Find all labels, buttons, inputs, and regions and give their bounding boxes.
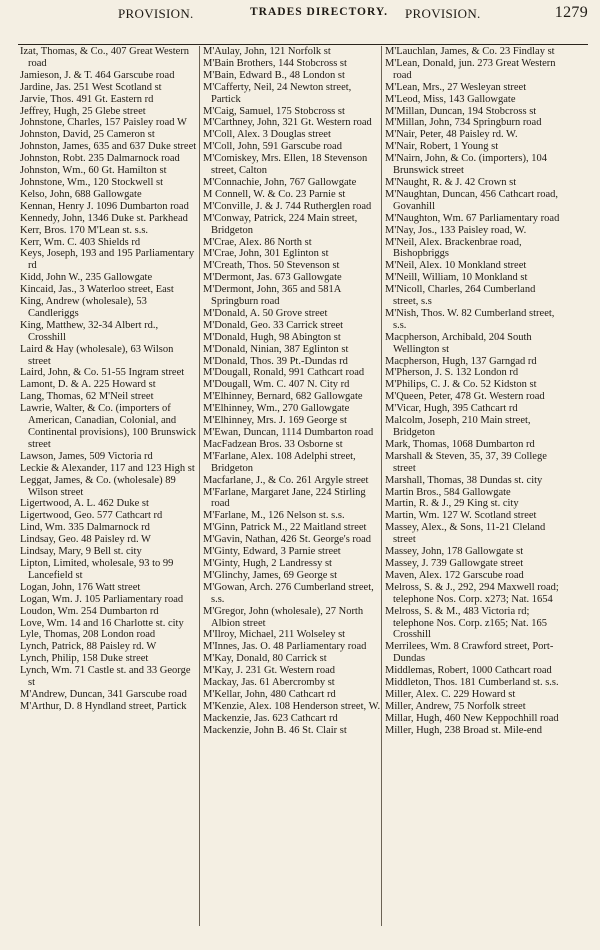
directory-entry: Love, Wm. 14 and 16 Charlotte st. city	[20, 617, 184, 629]
column-3	[385, 46, 563, 737]
directory-entry: Lyle, Thomas, 208 London road	[20, 629, 156, 641]
directory-entry: M'Ginty, Hugh, 2 Landressy st	[203, 557, 332, 569]
directory-entry: Jarvie, Thos. 491 Gt. Eastern rd	[20, 93, 154, 105]
column-1	[20, 46, 198, 713]
directory-entry: M'Dougall, Wm. C. 407 N. City rd	[203, 379, 350, 391]
directory-entry: M'Lean, Donald, jun. 273 Great Western road	[385, 57, 556, 81]
directory-entry: Mackay, Jas. 61 Abercromby st	[203, 677, 335, 689]
directory-entry: MacFadzean Bros. 33 Osborne st	[203, 438, 343, 450]
directory-entry: Lamont, D. & A. 225 Howard st	[20, 379, 156, 391]
page-number: 1279	[554, 4, 588, 21]
directory-entry: Jeffrey, Hugh, 25 Glebe street	[20, 105, 146, 117]
directory-entry: M'Neil, Alex. Brackenbrae road, Bishopbriggs	[385, 236, 522, 260]
directory-entry: Melross, S. & M., 483 Victoria rd; telephone Nos. Corp. z165; Nat. 165 Crosshill	[385, 605, 547, 641]
directory-entry: Massey, Alex., & Sons, 11-21 Cleland street	[385, 522, 546, 546]
directory-entry: M'Farlane, M., 126 Nelson st. s.s.	[203, 510, 345, 522]
directory-entry: M'Comiskey, Mrs. Ellen, 18 Stevenson street, Calton	[203, 153, 368, 177]
directory-entry: M'Cafferty, Neil, 24 Newton street, Partick	[203, 81, 352, 105]
directory-entry: Merrilees, Wm. 8 Crawford street, Port-Dundas	[385, 641, 554, 665]
directory-entry: Leggat, James, & Co. (wholesale) 89 Wilson street	[20, 474, 176, 498]
directory-entry: Marshall, Thomas, 38 Dundas st. city	[385, 474, 543, 486]
directory-entry: Kidd, John W., 235 Gallowgate	[20, 272, 153, 284]
directory-entry: M'Bain, Edward B., 48 London st	[203, 69, 345, 81]
directory-entry: Middlemas, Robert, 1000 Cathcart road	[385, 665, 552, 677]
directory-entry: M'Naught, R. & J. 42 Crown st	[385, 176, 517, 188]
directory-entry: Macpherson, Archibald, 204 South Wellington st	[385, 331, 532, 355]
directory-entry: M'Donald, A. 50 Grove street	[203, 307, 328, 319]
directory-entry: Massey, J. 739 Gallowgate street	[385, 557, 524, 569]
directory-entry: M'Naughtan, Duncan, 456 Cathcart road, Govanhill	[385, 188, 559, 212]
directory-entry: Kennan, Henry J. 1096 Dumbarton road	[20, 200, 189, 212]
directory-entry: M'Naughton, Wm. 67 Parliamentary road	[385, 212, 560, 224]
directory-entry: M'Nairn, John, & Co. (importers), 104 Brunswick street	[385, 153, 548, 177]
directory-entry: Lind, Wm. 335 Dalmarnock rd	[20, 522, 150, 534]
directory-entry: M'Nair, Robert, 1 Young st	[385, 141, 499, 153]
directory-entry: M'Kay, Donald, 80 Carrick st	[203, 653, 327, 665]
directory-entry: M'Millan, Duncan, 194 Stobcross st	[385, 105, 537, 117]
directory-entry: Middleton, Thos. 181 Cumberland st. s.s.	[385, 677, 559, 689]
directory-entry: Kelso, John, 688 Gallowgate	[20, 188, 142, 200]
directory-entry: M'Crae, Alex. 86 North st	[203, 236, 312, 248]
directory-entry: M'Donald, Thos. 39 Pt.-Dundas rd	[203, 355, 348, 367]
directory-entry: Maven, Alex. 172 Garscube road	[385, 569, 524, 581]
directory-entry: M'Donald, Geo. 33 Carrick street	[203, 319, 344, 331]
directory-entry: Kerr, Bros. 170 M'Lean st. s.s.	[20, 224, 149, 236]
directory-entry: Lynch, Philip, 158 Duke street	[20, 653, 149, 665]
directory-entry: Kerr, Wm. C. 403 Shields rd	[20, 236, 141, 248]
directory-entry: Johnstone, Charles, 157 Paisley road W	[20, 117, 187, 129]
directory-entry: Martin Bros., 584 Gallowgate	[385, 486, 511, 498]
directory-entry: Ligertwood, Geo. 577 Cathcart rd	[20, 510, 163, 522]
column-divider	[381, 46, 382, 926]
directory-entry: Loudon, Wm. 254 Dumbarton rd	[20, 605, 159, 617]
directory-entry: M'Kay, J. 231 Gt. Western road	[203, 665, 335, 677]
directory-entry: M'Connachie, John, 767 Gallowgate	[203, 176, 357, 188]
directory-entry: Massey, John, 178 Gallowgate st	[385, 546, 524, 558]
directory-entry: M'Arthur, D. 8 Hyndland street, Partick	[20, 700, 187, 712]
directory-entry: M'Gavin, Nathan, 426 St. George's road	[203, 534, 372, 546]
directory-entry: Lynch, Patrick, 88 Paisley rd. W	[20, 641, 157, 653]
directory-entry: Mackenzie, John B. 46 St. Clair st	[203, 724, 347, 736]
directory-entry: M'Coll, John, 591 Garscube road	[203, 141, 342, 153]
directory-entry: Martin, Wm. 127 W. Scotland street	[385, 510, 537, 522]
directory-entry: Jamieson, J. & T. 464 Garscube road	[20, 69, 175, 81]
directory-entry: Lang, Thomas, 62 M'Neil street	[20, 391, 154, 403]
directory-entry: Lynch, Wm. 71 Castle st. and 33 George st	[20, 665, 191, 689]
directory-entry: M'Bain Brothers, 144 Stobcross st	[203, 57, 347, 69]
directory-entry: M'Pherson, J. S. 132 London rd	[385, 367, 519, 379]
directory-entry: M'Carthney, John, 321 Gt. Western road	[203, 117, 372, 129]
directory-entry: M'Nicoll, Charles, 264 Cumberland street, s.s	[385, 284, 536, 308]
directory-entry: Laird, John, & Co. 51-55 Ingram street	[20, 367, 185, 379]
directory-entry: M'Elhinney, Mrs. J. 169 George st	[203, 415, 347, 427]
directory-entry: Mark, Thomas, 1068 Dumbarton rd	[385, 438, 535, 450]
directory-entry: M'Lauchlan, James, & Co. 23 Findlay st	[385, 46, 555, 57]
directory-entry: Lipton, Limited, wholesale, 93 to 99 Lancefield st	[20, 557, 174, 581]
directory-entry: Mackenzie, Jas. 623 Cathcart rd	[203, 712, 338, 724]
directory-entry: Logan, Wm. J. 105 Parliamentary road	[20, 593, 184, 605]
directory-entry: M'Lean, Mrs., 27 Wesleyan street	[385, 81, 527, 93]
directory-entry: M'Crae, John, 301 Eglinton st	[203, 248, 329, 260]
directory-entry: M'Millan, John, 734 Springburn road	[385, 117, 542, 129]
directory-entry: Martin, R. & J., 29 King st. city	[385, 498, 519, 510]
directory-entry: M'Coll, Alex. 3 Douglas street	[203, 129, 331, 141]
directory-entry: Johnstone, Wm., 120 Stockwell st	[20, 176, 164, 188]
directory-entry: M'Ginn, Patrick M., 22 Maitland street	[203, 522, 367, 534]
directory-entry: M Connell, W. & Co. 23 Parnie st	[203, 188, 346, 200]
directory-entry: M'Creath, Thos. 50 Stevenson st	[203, 260, 340, 272]
directory-entry: King, Andrew (wholesale), 53 Candleriggs	[20, 296, 147, 319]
directory-entry: M'Neill, William, 10 Monkland st	[385, 272, 528, 284]
directory-entry: Miller, Andrew, 75 Norfolk street	[385, 700, 526, 712]
directory-entry: M'Aulay, John, 121 Norfolk st	[203, 46, 331, 57]
directory-entry: M'Gregor, John (wholesale), 27 North Albion street	[203, 605, 364, 629]
directory-entry: Laird & Hay (wholesale), 63 Wilson street	[20, 343, 174, 367]
directory-entry: M'Elhinney, Bernard, 682 Gallowgate	[203, 391, 363, 403]
column-2	[203, 46, 381, 737]
directory-entry: Leckie & Alexander, 117 and 123 High st	[20, 462, 195, 474]
directory-entry: Macpherson, Hugh, 137 Garngad rd	[385, 355, 537, 367]
directory-entry: King, Matthew, 32-34 Albert rd., Crosshill	[20, 319, 159, 343]
directory-entry: M'Dermont, Jas. 673 Gallowgate	[203, 272, 342, 284]
directory-entry: M'Farlane, Alex. 108 Adelphi street, Bridgeton	[203, 450, 356, 474]
directory-entry: M'Caig, Samuel, 175 Stobcross st	[203, 105, 345, 117]
directory-entry: Lawson, James, 509 Victoria rd	[20, 450, 153, 462]
header-left: PROVISION.	[118, 6, 194, 21]
directory-entry: Miller, Hugh, 238 Broad st. Mile-end	[385, 724, 543, 736]
directory-entry: M'Nish, Thos. W. 82 Cumberland street, s.s.	[385, 307, 555, 331]
directory-entry: Macfarlane, J., & Co. 261 Argyle street	[203, 474, 369, 486]
directory-entry: M'Glinchy, James, 69 George st	[203, 569, 337, 581]
directory-entry: Lindsay, Mary, 9 Bell st. city	[20, 546, 142, 558]
directory-entry: M'Donald, Ninian, 387 Eglinton st	[203, 343, 349, 355]
directory-entry: M'Kellar, John, 480 Cathcart rd	[203, 688, 336, 700]
directory-entry: M'Nay, Jos., 133 Paisley road, W.	[385, 224, 527, 236]
directory-entry: Johnston, James, 635 and 637 Duke street	[20, 141, 197, 153]
directory-entry: Miller, Alex. C. 229 Howard st	[385, 688, 516, 700]
header-center: TRADES DIRECTORY.	[250, 6, 389, 18]
directory-entry: M'Kenzie, Alex. 108 Henderson street, W.	[203, 700, 381, 712]
directory-entry: M'Philips, C. J. & Co. 52 Kidston st	[385, 379, 537, 391]
header-rule	[18, 44, 588, 45]
directory-entry: M'Conville, J. & J. 744 Rutherglen road	[203, 200, 372, 212]
directory-entry: M'Neil, Alex. 10 Monkland street	[385, 260, 527, 272]
directory-entry: Kincaid, Jas., 3 Waterloo street, East	[20, 284, 174, 296]
directory-entry: M'Queen, Peter, 478 Gt. Western road	[385, 391, 545, 403]
directory-entry: Keys, Joseph, 193 and 195 Parliamentary rd	[20, 248, 195, 272]
directory-entry: M'Dougall, Ronald, 991 Cathcart road	[203, 367, 365, 379]
directory-entry: Logan, John, 176 Watt street	[20, 581, 141, 593]
directory-entry: Millar, Hugh, 460 New Keppochhill road	[385, 712, 559, 724]
directory-entry: M'Elhinney, Wm., 270 Gallowgate	[203, 403, 350, 415]
directory-entry: M'Andrew, Duncan, 341 Garscube road	[20, 688, 187, 700]
directory-entry: M'Nair, Peter, 48 Paisley rd. W.	[385, 129, 518, 141]
directory-entry: M'Ewan, Duncan, 1114 Dumbarton road	[203, 427, 374, 438]
directory-entry: Jardine, Jas. 251 West Scotland st	[20, 81, 162, 93]
directory-entry: M'Dermont, John, 365 and 581A Springburn road	[203, 284, 341, 308]
directory-entry: M'Conway, Patrick, 224 Main street, Bridgeton	[203, 212, 358, 236]
directory-entry: Malcolm, Joseph, 210 Main street, Bridgeton	[385, 415, 531, 438]
header-right: PROVISION.	[405, 6, 481, 21]
directory-entry: Johnston, Robt. 235 Dalmarnock road	[20, 153, 180, 165]
directory-entry: Izat, Thomas, & Co., 407 Great Western road	[20, 46, 190, 69]
directory-entry: M'Donald, Hugh, 98 Abington st	[203, 331, 341, 343]
directory-entry: Lindsay, Geo. 48 Paisley rd. W	[20, 534, 151, 546]
directory-entry: Marshall & Steven, 35, 37, 39 College street	[385, 450, 547, 474]
directory-entry: Kennedy, John, 1346 Duke st. Parkhead	[20, 212, 188, 224]
directory-entry: M'Vicar, Hugh, 395 Cathcart rd	[385, 403, 518, 415]
directory-entry: M'Innes, Jas. O. 48 Parliamentary road	[203, 641, 367, 653]
directory-entry: Lawrie, Walter, & Co. (importers of American, Canadian, Colonial, and Continental provisions), 100 Brunswick street	[20, 403, 196, 450]
running-header	[20, 4, 588, 26]
directory-entry: M'Gowan, Arch. 276 Cumberland street, s.s.	[203, 581, 374, 605]
directory-entry: M'Leod, Miss, 143 Gallowgate	[385, 93, 516, 105]
directory-entry: M'Ilroy, Michael, 211 Wolseley st	[203, 629, 346, 641]
directory-entry: M'Farlane, Margaret Jane, 224 Stirling road	[203, 486, 366, 510]
directory-entry: Melross, S. & J., 292, 294 Maxwell road; telephone Nos. Corp. x273; Nat. 1654	[385, 581, 559, 605]
directory-entry: Johnston, Wm., 60 Gt. Hamilton st	[20, 165, 167, 177]
directory-entry: M'Ginty, Edward, 3 Parnie street	[203, 546, 341, 558]
directory-entry: Ligertwood, A. L. 462 Duke st	[20, 498, 149, 510]
directory-entry: Johnston, David, 25 Cameron st	[20, 129, 155, 141]
column-divider	[199, 46, 200, 926]
